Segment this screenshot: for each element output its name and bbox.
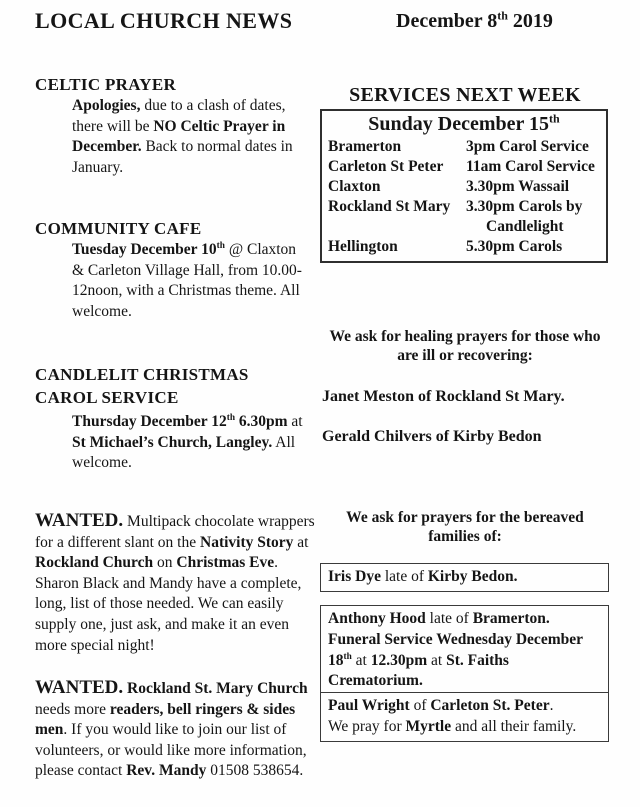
wanted1-text-c: on	[153, 554, 177, 572]
wanted2-text-a: needs more	[35, 700, 110, 718]
wanted2-lead: WANTED.	[35, 677, 124, 698]
page-title: LOCAL CHURCH NEWS	[35, 8, 293, 33]
wanted1-bold-eve: Christmas Eve	[176, 554, 275, 572]
bereaved2-funeral-time: 12.30pm	[370, 651, 428, 669]
community-date-ordinal: th	[216, 240, 225, 251]
page-date	[396, 10, 553, 33]
service-row-hellington	[328, 237, 600, 257]
bereaved3-text-pray: We pray for	[328, 717, 406, 735]
bereaved1-text: late of	[380, 568, 428, 585]
candlelit-carol-body	[72, 412, 310, 474]
wanted1-bold-nativity: Nativity Story	[200, 533, 294, 551]
services-box-title	[328, 112, 600, 137]
bereaved3-name: Paul Wright	[328, 697, 410, 714]
bereaved2-line1	[328, 609, 601, 630]
services-date-ordinal: th	[549, 111, 560, 126]
service-time: 3pm Carol Service	[466, 138, 589, 155]
bereaved2-funeral-details	[328, 630, 601, 692]
service-location: Bramerton	[328, 138, 402, 155]
bereaved1-name: Iris Dye	[328, 568, 381, 585]
bereaved-box-paul-wright	[320, 692, 609, 742]
wanted2-bold-rev-mandy: Rev. Mandy	[126, 762, 207, 780]
candlelit-carol-heading	[35, 363, 249, 409]
service-row-rockland	[328, 197, 600, 237]
bereaved2-name: Anthony Hood	[328, 610, 426, 627]
page-date-text: December 8	[396, 10, 498, 32]
bereaved2-text: late of	[425, 610, 473, 627]
page-date-ordinal: th	[497, 8, 508, 23]
bereaved3-place: Carleton St. Peter	[430, 697, 550, 714]
wanted1-lead: WANTED.	[35, 510, 124, 531]
candlelit-heading-line2: CAROL SERVICE	[35, 388, 179, 407]
healing-name-gerald: Gerald Chilvers of Kirby Bedon	[322, 428, 542, 445]
page-date-year: 2019	[507, 10, 553, 32]
bereaved3-text-family: and all their family.	[451, 717, 577, 735]
celtic-bold-apologies: Apologies,	[72, 97, 141, 114]
bereaved3-period: .	[549, 697, 554, 714]
wanted2-text-b: . If you would like to join our list of volunteers, or would like more information, please contact	[35, 721, 307, 780]
service-row-carleton	[328, 157, 600, 177]
healing-prayers-intro: We ask for healing prayers for those who are ill or recovering:	[329, 328, 601, 364]
bereaved3-text-of: of	[409, 697, 431, 714]
candlelit-heading-line1: CANDLELIT CHRISTMAS	[35, 365, 249, 384]
candlelit-text-at: at	[287, 413, 303, 430]
wanted2-phone: 01508 538654.	[206, 762, 304, 780]
wanted1-text-b: at	[293, 533, 309, 551]
bereaved2-text-at1: at	[351, 651, 371, 669]
bereaved2-place: Bramerton.	[472, 610, 550, 627]
services-box	[320, 109, 608, 263]
candlelit-date-ordinal: th	[226, 412, 235, 423]
service-time: 3.30pm Carols by Candlelight	[466, 198, 583, 235]
bereaved2-crematorium: St. Faiths Crematorium.	[328, 651, 509, 690]
service-location: Carleton St Peter	[328, 158, 444, 175]
bereaved-prayers-intro: We ask for prayers for the bereaved families of:	[346, 509, 584, 545]
community-cafe-heading: COMMUNITY CAFE	[35, 219, 202, 238]
wanted2-bold-roles: readers, bell ringers & sides men	[35, 700, 296, 739]
service-location: Hellington	[328, 238, 398, 255]
community-bold-date: Tuesday December 10	[72, 241, 217, 258]
wanted-wrappers-paragraph	[35, 511, 317, 656]
celtic-bold-no-prayer: NO Celtic Prayer in December.	[72, 117, 286, 156]
bereaved2-date-ordinal: th	[343, 651, 352, 662]
bereaved3-line1	[328, 696, 601, 717]
bereaved3-myrtle: Myrtle	[405, 717, 452, 735]
wanted2-bold-church: Rockland St. Mary Church	[123, 680, 308, 697]
service-location: Claxton	[328, 178, 381, 195]
service-location: Rockland St Mary	[328, 198, 451, 215]
candlelit-bold-time: 6.30pm	[235, 413, 288, 430]
service-time: 11am Carol Service	[466, 158, 595, 175]
wanted1-text-a: Multipack chocolate wrappers for a different slant on the	[35, 513, 315, 551]
service-time: 5.30pm Carols	[466, 238, 563, 255]
community-cafe-body	[72, 240, 310, 322]
services-date: Sunday December 15	[368, 113, 550, 135]
service-row-bramerton	[328, 137, 600, 157]
wanted1-text-d: . Sharon Black and Mandy have a complete, long, list of those needed. We can easily supply one, just ask, and make it an even more special night!	[35, 554, 302, 654]
service-time: 3.30pm Wassail	[466, 178, 570, 195]
candlelit-bold-date: Thursday December 12	[72, 413, 227, 430]
candlelit-text-end: All welcome.	[72, 433, 296, 472]
service-row-claxton	[328, 177, 600, 197]
celtic-prayer-heading: CELTIC PRAYER	[35, 75, 177, 94]
services-next-week-heading: SERVICES NEXT WEEK	[349, 84, 581, 106]
bereaved1-place: Kirby Bedon.	[427, 568, 518, 585]
bereaved-box-anthony-hood	[320, 605, 609, 696]
candlelit-bold-church: St Michael’s Church, Langley.	[72, 433, 273, 451]
wanted-volunteers-paragraph	[35, 678, 317, 782]
celtic-prayer-body	[72, 96, 310, 178]
wanted1-bold-rockland: Rockland Church	[35, 554, 154, 572]
celtic-text: due to a clash of dates, there will be	[72, 97, 286, 135]
healing-name-janet: Janet Meston of Rockland St Mary.	[322, 388, 565, 405]
celtic-text-end: Back to normal dates in January.	[72, 138, 293, 176]
community-text: @ Claxton & Carleton Village Hall, from 10.00-12noon, with a Christmas theme. All welcome.	[72, 241, 302, 320]
bereaved2-text-at2: at	[427, 651, 447, 669]
bereaved-box-iris-dye	[320, 563, 609, 592]
bereaved3-line2	[328, 717, 601, 738]
bereaved2-funeral-date: Funeral Service Wednesday December 18	[328, 630, 583, 669]
